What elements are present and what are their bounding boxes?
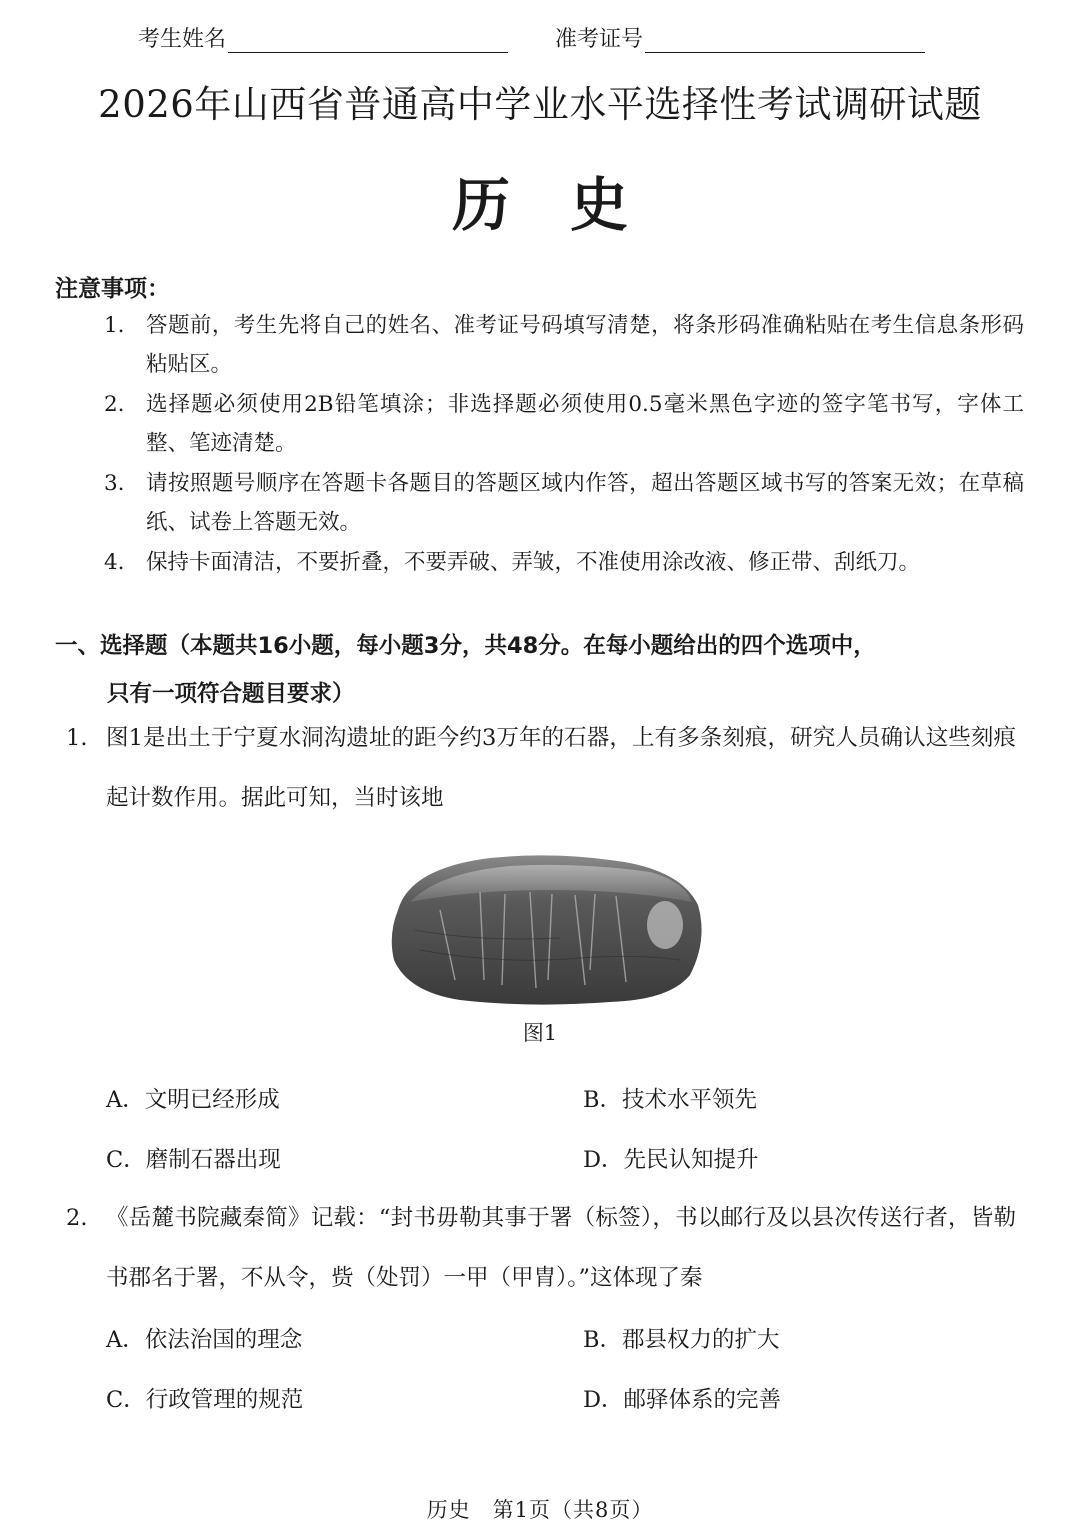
question-1 <box>66 708 1016 828</box>
notice-item-text: 答题前，考生先将自己的姓名、准考证号码填写清楚，将条形码准确粘贴在考生信息条形码粘贴区。 <box>146 313 1024 377</box>
question-stem: 图1是出土于宁夏水洞沟遗址的距今约3万年的石器，上有多条刻痕，研究人员确认这些刻痕起计数作用。据此可知，当时该地 <box>106 725 1016 811</box>
option-label: D． <box>583 1147 624 1173</box>
option-label: D． <box>583 1387 624 1413</box>
figure-caption: 图1 <box>522 1021 558 1045</box>
candidate-info-row <box>0 22 1080 56</box>
notice-item <box>104 464 1024 542</box>
option-a[interactable] <box>106 1322 302 1354</box>
notice-item-text: 请按照题号顺序在答题卡各题目的答题区域内作答，超出答题区域书写的答案无效；在草稿纸、试卷上答题无效。 <box>146 471 1024 535</box>
stone-artifact-illustration <box>380 850 710 1010</box>
question-number: 1. <box>66 725 88 751</box>
option-label: C． <box>106 1147 146 1173</box>
question-stem: 《岳麓书院藏秦简》记载：“封书毋勒其事于署（标签），书以邮行及以县次传送行者，皆勒书郡名于署，不从令，赀（处罚）一甲（甲胄）。”这体现了秦 <box>106 1205 1016 1291</box>
option-c[interactable] <box>106 1142 281 1174</box>
notice-item-number: 4. <box>104 550 125 575</box>
option-text: 磨制石器出现 <box>145 1147 281 1173</box>
option-c[interactable] <box>106 1382 303 1414</box>
notice-item-text: 保持卡面清洁，不要折叠，不要弄破、弄皱，不准使用涂改液、修正带、刮纸刀。 <box>146 550 921 575</box>
option-label: B． <box>583 1327 623 1353</box>
notice-title: 注意事项： <box>55 276 170 302</box>
option-b[interactable] <box>583 1322 780 1354</box>
subject-title: 历史 <box>451 171 688 239</box>
notice-item-number: 2. <box>104 392 125 417</box>
candidate-name-blank[interactable] <box>228 26 508 53</box>
option-text: 邮驿体系的完善 <box>623 1387 782 1413</box>
option-text: 先民认知提升 <box>623 1147 759 1173</box>
section-heading-line1: 一、选择题（本题共16小题，每小题3分，共48分。在每小题给出的四个选项中， <box>55 633 876 659</box>
option-text: 技术水平领先 <box>622 1087 758 1113</box>
option-text: 文明已经形成 <box>144 1087 280 1113</box>
option-label: B． <box>583 1087 623 1113</box>
candidate-name-label: 考生姓名 <box>138 27 227 52</box>
candidate-id-label: 准考证号 <box>555 27 644 52</box>
notice-item-text: 选择题必须使用2B铅笔填涂；非选择题必须使用0.5毫米黑色字迹的签字笔书写，字体工整、笔迹清楚。 <box>146 392 1024 456</box>
option-label: A． <box>106 1327 145 1353</box>
notice-item-number: 1. <box>104 313 125 338</box>
notice-item <box>104 306 1024 384</box>
option-label: C． <box>106 1387 146 1413</box>
notice-item-number: 3. <box>104 471 125 496</box>
question-number: 2. <box>66 1205 88 1231</box>
option-b[interactable] <box>583 1082 757 1114</box>
question-2 <box>66 1188 1016 1308</box>
exam-title: 2026年山西省普通高中学业水平选择性考试调研试题 <box>98 83 982 126</box>
notice-item <box>104 543 1024 582</box>
candidate-id-blank[interactable] <box>645 26 925 53</box>
stone-artifact-image <box>380 850 710 1010</box>
option-text: 郡县权力的扩大 <box>622 1327 780 1353</box>
page-footer: 历史 第1页（共8页） <box>426 1498 654 1522</box>
section-heading-line2: 只有一项符合题目要求） <box>107 681 355 707</box>
option-label: A． <box>106 1087 145 1113</box>
option-a[interactable] <box>106 1082 280 1114</box>
option-d[interactable] <box>583 1142 759 1174</box>
candidate-name-field[interactable] <box>138 22 508 53</box>
option-text: 行政管理的规范 <box>145 1387 304 1413</box>
option-d[interactable] <box>583 1382 781 1414</box>
candidate-id-field[interactable] <box>555 22 925 53</box>
option-text: 依法治国的理念 <box>144 1327 303 1353</box>
notice-item <box>104 385 1024 463</box>
section-heading <box>55 622 1030 718</box>
